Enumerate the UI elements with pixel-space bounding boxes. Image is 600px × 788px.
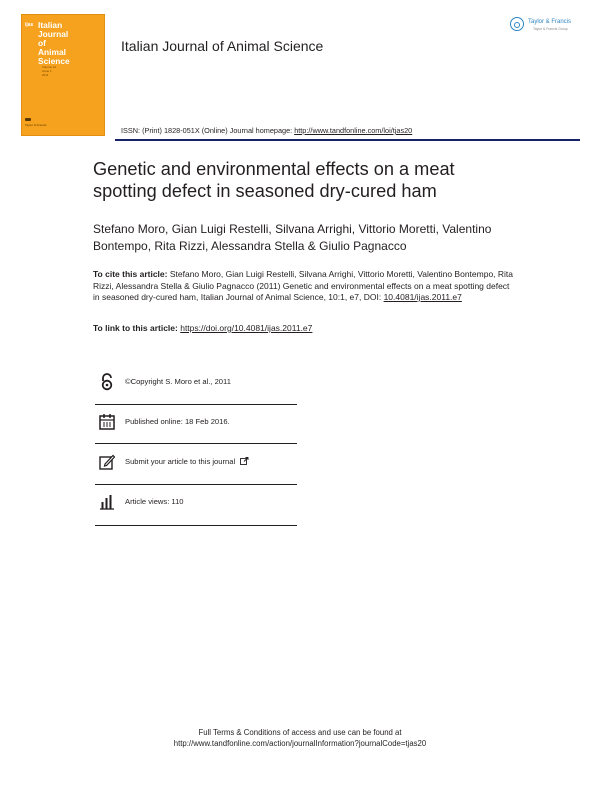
footer — [0, 727, 600, 749]
publisher-logo — [510, 16, 590, 38]
divider — [95, 443, 297, 444]
citation — [93, 269, 513, 304]
submit-row[interactable] — [95, 453, 297, 475]
journal-name: Italian Journal of Animal Science — [121, 38, 324, 54]
calendar-icon — [99, 413, 115, 431]
submit-text: Submit your article to this journal — [125, 457, 236, 466]
copyright-row — [95, 373, 297, 395]
issn-text: ISSN: (Print) 1828-051X (Online) Journal homepage: — [121, 126, 295, 135]
footer-terms-text: Full Terms & Conditions of access and use can be found at — [198, 728, 402, 737]
cover-title-line: Science — [38, 56, 70, 66]
published-row — [95, 413, 297, 435]
article-link-label: To link to this article: — [93, 323, 181, 333]
cover-issue: Issue 1 — [42, 69, 52, 73]
cover-badge: ijas — [25, 22, 34, 28]
publisher-logo-icon — [510, 17, 524, 31]
divider — [95, 525, 297, 526]
issn-line — [121, 126, 412, 135]
copyright-text: ©Copyright S. Moro et al., 2011 — [125, 377, 231, 386]
views-text: Article views: 110 — [125, 497, 184, 506]
cover-publisher: Taylor & Francis — [25, 123, 47, 127]
article-authors: Stefano Moro, Gian Luigi Restelli, Silvana Arrighi, Vittorio Moretti, Valentino Bontempo, Rita Rizzi, Alessandra Stella & Giulio Pagnacco — [93, 222, 492, 253]
submit-link[interactable] — [125, 457, 249, 466]
cover-volume: Volume 10 — [42, 65, 57, 69]
cover-issue-info — [42, 65, 56, 77]
views-row — [95, 493, 297, 515]
publisher-logo-tagline: Taylor & Francis Group — [533, 27, 568, 31]
cover-title-line: of — [38, 38, 46, 48]
cover-title-line: Animal — [38, 47, 66, 57]
journal-homepage-link[interactable]: http://www.tandfonline.com/loi/tjas20 — [294, 126, 413, 135]
open-access-icon — [99, 373, 115, 391]
published-text: Published online: 18 Feb 2016. — [125, 417, 230, 426]
citation-text: Stefano Moro, Gian Luigi Restelli, Silvana Arrighi, Vittorio Moretti, Valentino Bontempo, Rita Rizzi, Alessandra Stella & Giulio Pagnacco (2011) Genetic and environmental effects on a meat spotting defect in seasoned dry-cured ham, Italian Journal of Animal Science, 10:1, e7, DOI: — [93, 269, 514, 302]
divider — [95, 404, 297, 405]
article-title: Genetic and environmental effects on a meat spotting defect in seasoned dry-cured ham — [93, 159, 455, 201]
cover-publisher-logo — [25, 118, 31, 121]
publisher-logo-name: Taylor & Francis — [528, 19, 572, 25]
edit-icon — [99, 453, 115, 471]
footer-terms-link[interactable]: http://www.tandfonline.com/action/journalInformation?journalCode=tjas20 — [173, 739, 427, 748]
cover-year: 2011 — [42, 73, 49, 77]
divider — [95, 484, 297, 485]
journal-cover — [21, 14, 105, 136]
article-link[interactable]: https://doi.org/10.4081/ijas.2011.e7 — [180, 323, 313, 333]
external-link-icon — [240, 457, 249, 465]
article-link-line — [93, 323, 312, 333]
cover-title — [38, 21, 102, 66]
cover-title-line: Journal — [38, 29, 69, 39]
bar-chart-icon — [99, 493, 115, 511]
doi-link[interactable]: 10.4081/ijas.2011.e7 — [383, 292, 462, 302]
cover-title-line: Italian — [38, 20, 63, 30]
citation-label: To cite this article: — [93, 269, 168, 279]
header-divider — [115, 139, 580, 141]
